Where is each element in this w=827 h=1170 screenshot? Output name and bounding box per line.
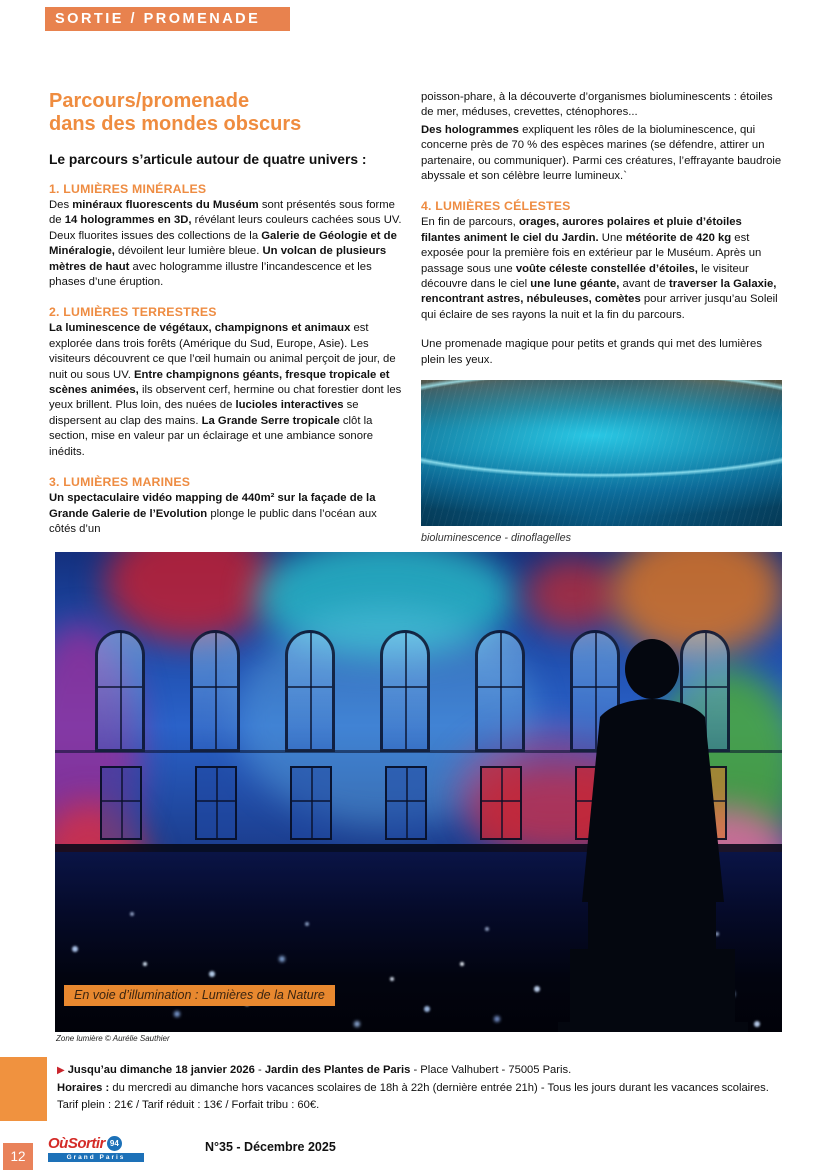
arched-window — [190, 630, 240, 752]
event-price-line: Tarif plein : 21€ / Tarif réduit : 13€ / Forfait tribu : 60€. — [57, 1099, 320, 1112]
intro-line: Le parcours s’articule autour de quatre univers : — [49, 152, 367, 167]
section-tag-label: SORTIE / PROMENADE — [55, 11, 261, 27]
arched-window — [95, 630, 145, 752]
photo-caption-box — [64, 985, 335, 1006]
right-arrow-icon: ▶ — [57, 1065, 65, 1076]
lower-window — [290, 766, 332, 840]
issue-date: N°35 - Décembre 2025 — [205, 1140, 336, 1154]
logo-wordmark: OùSortir — [48, 1135, 105, 1152]
field-of-lights — [55, 852, 59, 856]
red-coral-blob — [105, 552, 275, 642]
article-title-line2: dans des mondes obscurs — [49, 113, 302, 135]
event-hours-line: Horaires : du mercredi au dimanche hors vacances scolaires de 18h à 22h (dernière entrée 21h) - Tous les jours durant les vacances scolaires. — [57, 1081, 769, 1094]
bioluminescence-photo — [421, 380, 782, 526]
logo-top-row — [48, 1135, 144, 1152]
section-heading-4: 4. LUMIÈRES CÉLESTES — [421, 199, 571, 214]
arched-window — [285, 630, 335, 752]
lower-window — [100, 766, 142, 840]
section-tag-banner — [45, 7, 290, 31]
section-heading-2: 2. LUMIÈRES TERRESTRES — [49, 305, 217, 320]
page-number: 12 — [10, 1149, 26, 1164]
article-title — [49, 90, 402, 136]
photo-credit: Zone lumière © Aurélie Sauthier — [56, 1034, 170, 1043]
illumination-photo — [55, 552, 782, 1032]
section-body-1: Des minéraux fluorescents du Muséum sont présentés sous forme de 14 hologrammes en 3D, révélant leurs couleurs cachées sous UV. Deux fluorites issues des collections de la Galerie de Géologie et de Minéralogie, dévoilent leur lumière bleue. Un volcan de plusieurs mètres de haut avec hologramme illustre l’incandescence et les phases d’une éruption. — [49, 199, 402, 289]
lower-window — [385, 766, 427, 840]
arched-window — [380, 630, 430, 752]
section-heading-3: 3. LUMIÈRES MARINES — [49, 475, 191, 490]
section-body-4: En fin de parcours, orages, aurores polaires et pluie d’étoiles filantes animent le ciel du Jardin. Une météorite de 420 kg est exposée pour la première fois en extérieur par le Muséum. Après un passage sous une voûte céleste constellée d’étoiles, le visiteur découvre dans le ciel une lune géante, avant de traverser la Galaxie, rencontrant astres, nébuleuses, comètes pour arriver jusqu’au Soleil qui éclaire de ses rayons la nuit et la fin du parcours. — [421, 216, 778, 321]
bioluminescence-caption: bioluminescence - dinoflagelles — [421, 532, 572, 545]
lower-window — [195, 766, 237, 840]
statue-silhouette — [500, 597, 775, 1032]
logo-94-badge: 94 — [107, 1136, 122, 1151]
event-date-text: Jusqu’au dimanche 18 janvier 2026 - Jardin des Plantes de Paris - Place Valhubert - 75005 Paris. — [67, 1064, 572, 1076]
event-info — [57, 1062, 805, 1115]
magazine-logo — [48, 1135, 144, 1162]
page-number-box — [3, 1143, 33, 1170]
article-title-line1: Parcours/promenade — [49, 90, 250, 112]
section-heading-1: 1. LUMIÈRES MINÉRALES — [49, 182, 207, 196]
section-body-2: La luminescence de végétaux, champignons et animaux est explorée dans trois forêts (Amérique du Sud, Europe, Asie). Les visiteurs découvrent ce que l’œil humain ou animal perçoit de jour, de nuit ou sous UV. Entre champignons géants, fresque tropicale et scènes animées, ils observent cerf, hermine ou chat forestier dont les yeux brillent. Plus loin, des nuées de lucioles interactives se dispersent au clap des mains. La Grande Serre tropicale clôt la section, mise en valeur par un éclairage et une ambiance sonore inédits. — [49, 322, 402, 458]
section3-continuation-2: Des hologrammes expliquent les rôles de la bioluminescence, qui concerne près de 70 % des espèces marines (se défendre, attirer un partenaire, ou communiquer). Parmi ces créatures, l’effrayante baudroie abyssale et son célèbre leurre lumineux.` — [421, 123, 782, 183]
right-column — [421, 88, 783, 544]
left-column — [49, 90, 402, 537]
closing-line: Une promenade magique pour petits et grands qui met des lumières plein les yeux. — [421, 338, 762, 366]
event-date-line — [57, 1062, 805, 1080]
photo-caption-text: En voie d’illumination : Lumières de la Nature — [74, 988, 325, 1002]
section-body-3: Un spectaculaire vidéo mapping de 440m² sur la façade de la Grande Galerie de l’Evolution plonge le public dans l’océan aux côtés d’un — [49, 492, 377, 535]
logo-subtitle: Grand Paris — [48, 1153, 144, 1162]
section3-continuation-1: poisson-phare, à la découverte d’organismes bioluminescents : étoiles de mer, méduses, crevettes, cténophores... — [421, 91, 773, 119]
orange-accent-block — [0, 1057, 47, 1121]
